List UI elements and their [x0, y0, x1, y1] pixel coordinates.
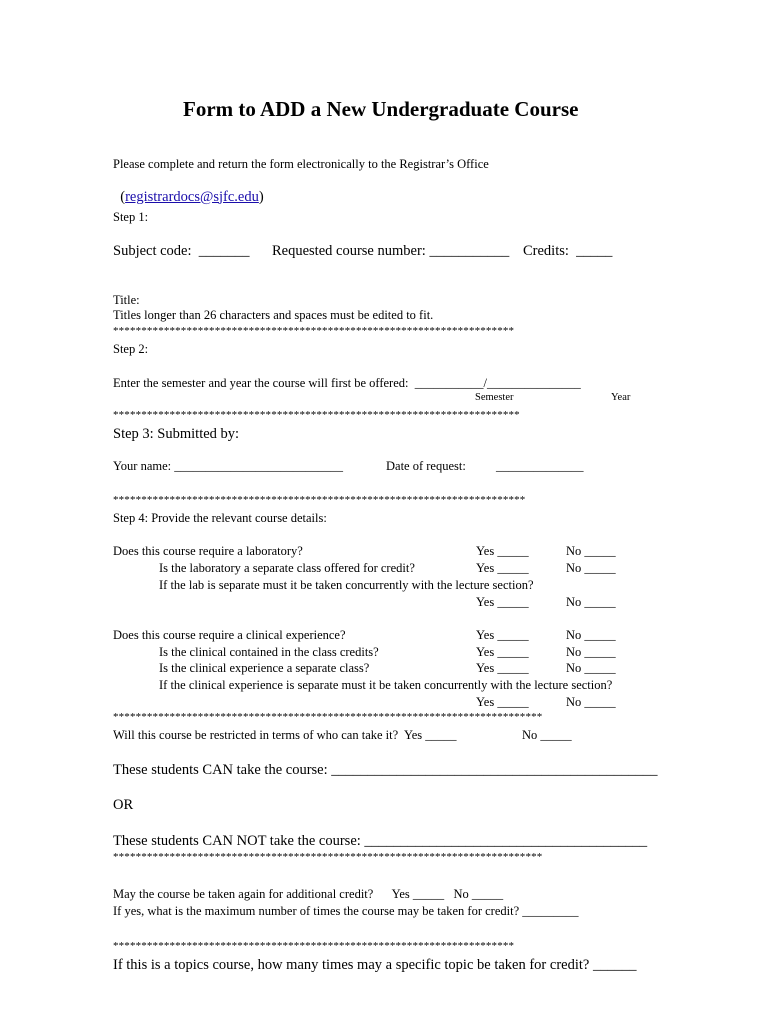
separator: ****************************************************************************	[113, 711, 543, 723]
clinical-concurrent-yes-field[interactable]: Yes _____	[476, 695, 529, 709]
clinical-no-field[interactable]: No _____	[566, 628, 616, 642]
restriction-no-field[interactable]: No _____	[522, 728, 572, 742]
lab-separate-yes-field[interactable]: Yes _____	[476, 561, 529, 575]
your-name-field[interactable]: Your name: ___________________________	[113, 459, 343, 473]
clinical-separate-yes-field[interactable]: Yes _____	[476, 661, 529, 675]
or-label: OR	[113, 797, 134, 813]
page-title: Form to ADD a New Undergraduate Course	[183, 97, 579, 121]
lab-concurrent-yes-field[interactable]: Yes _____	[476, 595, 529, 609]
date-of-request-field[interactable]: ______________	[496, 459, 584, 473]
lab-separate-question: Is the laboratory a separate class offered for credit?	[159, 561, 415, 575]
open-paren: (	[120, 188, 126, 205]
lab-concurrent-no-field[interactable]: No _____	[566, 595, 616, 609]
clinical-concurrent-question: If the clinical experience is separate must it be taken concurrently with the lecture section?	[159, 678, 613, 692]
registrar-email-link[interactable]: registrardocs@sjfc.edu	[125, 188, 259, 205]
lab-yes-field[interactable]: Yes _____	[476, 544, 529, 558]
subject-code-field[interactable]: Subject code: _______	[113, 243, 250, 259]
close-paren: )	[258, 188, 264, 205]
lab-question: Does this course require a laboratory?	[113, 544, 303, 558]
credits-field[interactable]: Credits: _____	[523, 243, 613, 259]
cannot-take-field[interactable]: These students CAN NOT take the course: _______________________________________	[113, 833, 648, 849]
lab-concurrent-question: If the lab is separate must it be taken concurrently with the lecture section?	[159, 578, 534, 592]
clinical-yes-field[interactable]: Yes _____	[476, 628, 529, 642]
clinical-concurrent-no-field[interactable]: No _____	[566, 695, 616, 709]
max-times-field[interactable]: If yes, what is the maximum number of times the course may be taken for credit? _________	[113, 904, 579, 918]
can-take-field[interactable]: These students CAN take the course: _____________________________________________	[113, 762, 658, 778]
semester-year-field[interactable]: Enter the semester and year the course will first be offered: ___________/_______________	[113, 376, 581, 390]
clinical-contained-yes-field[interactable]: Yes _____	[476, 645, 529, 659]
restriction-question-yes-field[interactable]: Will this course be restricted in terms of who can take it? Yes _____	[113, 728, 457, 742]
date-of-request-label: Date of request:	[386, 459, 466, 473]
title-note: Titles longer than 26 characters and spaces must be edited to fit.	[113, 308, 434, 322]
intro-text: Please complete and return the form electronically to the Registrar’s Office	[113, 157, 489, 171]
separator: *************************************************************************	[113, 494, 526, 506]
course-number-field[interactable]: Requested course number: ___________	[272, 243, 510, 259]
step2-label: Step 2:	[113, 342, 149, 356]
clinical-separate-no-field[interactable]: No _____	[566, 661, 616, 675]
step4-label: Step 4: Provide the relevant course details:	[113, 511, 327, 525]
repeat-credit-field[interactable]: May the course be taken again for additional credit? Yes _____ No _____	[113, 887, 504, 901]
separator: ***********************************************************************	[113, 940, 515, 952]
separator: ****************************************************************************	[113, 851, 543, 863]
clinical-separate-question: Is the clinical experience a separate class?	[159, 661, 370, 675]
clinical-contained-question: Is the clinical contained in the class credits?	[159, 645, 379, 659]
step1-label: Step 1:	[113, 210, 149, 224]
separator: ************************************************************************	[113, 409, 520, 421]
title-label: Title:	[113, 293, 140, 307]
separator: ***********************************************************************	[113, 325, 515, 337]
clinical-question: Does this course require a clinical experience?	[113, 628, 346, 642]
lab-no-field[interactable]: No _____	[566, 544, 616, 558]
topics-repeat-field[interactable]: If this is a topics course, how many times may a specific topic be taken for credit? ______	[113, 957, 637, 973]
intro-email-line	[113, 175, 264, 204]
semester-caption: Semester	[475, 392, 514, 403]
year-caption: Year	[611, 392, 631, 403]
lab-separate-no-field[interactable]: No _____	[566, 561, 616, 575]
step3-label: Step 3: Submitted by:	[113, 426, 240, 442]
clinical-contained-no-field[interactable]: No _____	[566, 645, 616, 659]
